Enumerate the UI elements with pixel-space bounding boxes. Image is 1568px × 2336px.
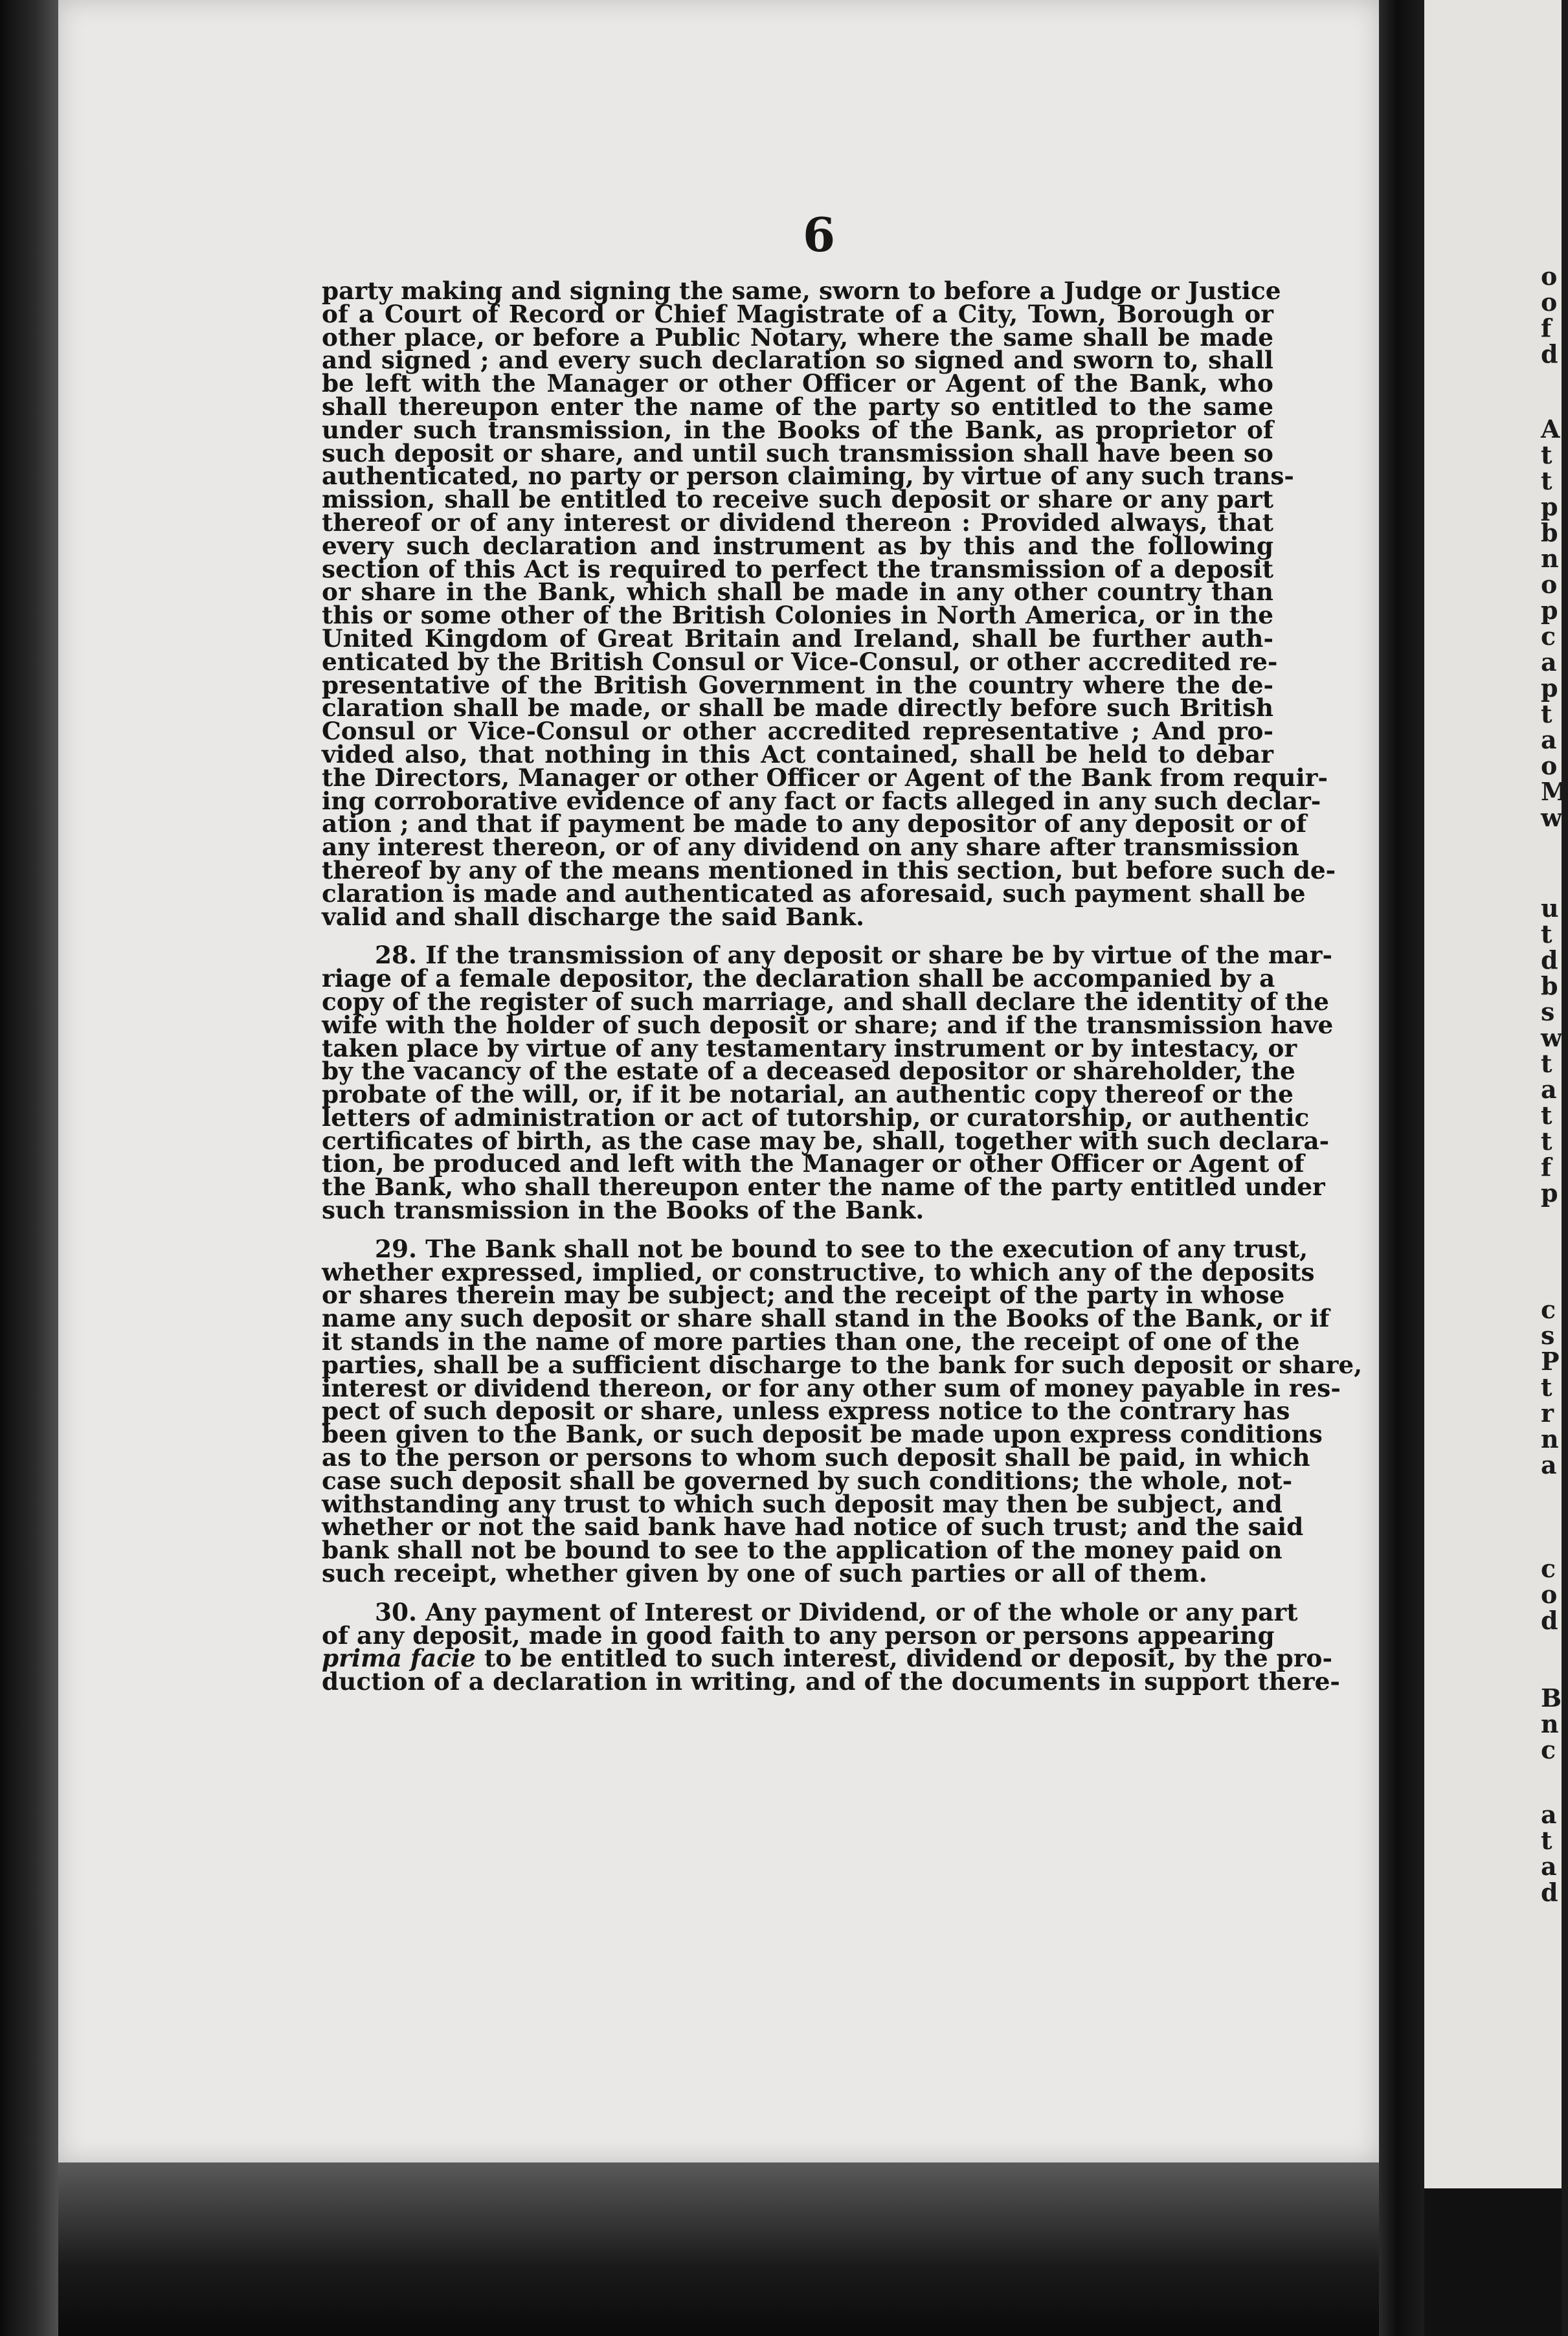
facing-page-fragment: a	[1541, 1800, 1557, 1829]
scan-left-edge	[0, 0, 58, 2336]
facing-page-fragment: o	[1541, 262, 1558, 291]
text-line: pect of such deposit or share, unless express notice to the contrary has	[322, 1397, 1290, 1426]
text-line: 29. The Bank shall not be bound to see to the execution of any trust,	[375, 1234, 1308, 1263]
text-line: case such deposit shall be governed by such conditions; the whole, not-	[322, 1466, 1293, 1495]
text-line: ing corroborative evidence of any fact or facts alleged in any such declar-	[322, 786, 1321, 815]
text-line: interest or dividend thereon, or for any other sum of money payable in res-	[322, 1373, 1341, 1402]
facing-page-fragment: b	[1541, 518, 1558, 547]
text-line: name any such deposit or share shall stand in the Books of the Bank, or if	[322, 1304, 1330, 1333]
page-number: 6	[803, 207, 836, 262]
text-line: and signed ; and every such declaration so signed and sworn to, shall	[322, 346, 1273, 375]
facing-page-fragment: f	[1541, 313, 1552, 343]
facing-page-fragment: o	[1541, 287, 1558, 317]
text-line: wife with the holder of such deposit or share; and if the transmission have	[322, 1010, 1334, 1039]
text-line: United Kingdom of Great Britain and Ireland, shall be further auth-	[322, 623, 1273, 653]
facing-page-fragment: p	[1541, 596, 1558, 625]
text-line: by the vacancy of the estate of a deceased depositor or shareholder, the	[322, 1057, 1295, 1086]
facing-page-fragment: t	[1541, 466, 1552, 495]
facing-page-fragment: d	[1541, 945, 1558, 974]
page-bottom-shadow	[58, 2162, 1379, 2336]
facing-page-fragment: n	[1541, 1424, 1559, 1454]
text-line: or share in the Bank, which shall be made in any other country than	[322, 578, 1273, 607]
text-line: riage of a female depositor, the declaration shall be accompanied by a	[322, 964, 1275, 993]
facing-page-fragment: s	[1541, 1321, 1555, 1350]
facing-page-fragment: a	[1541, 1450, 1557, 1479]
text-line: Consul or Vice-Consul or other accredited representative ; And pro-	[322, 717, 1273, 746]
book-gutter	[1379, 0, 1424, 2336]
facing-page-fragment: t	[1541, 440, 1552, 469]
text-line: whether or not the said bank have had notice of such trust; and the said	[322, 1512, 1304, 1542]
facing-page-fragment: o	[1541, 751, 1558, 780]
text-line: other place, or before a Public Notary, where the same shall be made	[322, 322, 1273, 352]
text-line: of any deposit, made in good faith to any person or persons appearing	[322, 1621, 1275, 1650]
facing-page-fragment: a	[1541, 1852, 1557, 1881]
text-line: certificates of birth, as the case may be, shall, together with such declara-	[322, 1126, 1330, 1155]
text-line: 28. If the transmission of any deposit or share be by virtue of the mar-	[375, 941, 1332, 970]
facing-page-fragment: t	[1541, 699, 1552, 728]
text-line: of a Court of Record or Chief Magistrate of a City, Town, Borough or	[322, 299, 1273, 328]
facing-page-fragment: M	[1541, 777, 1568, 806]
facing-page-fragment: t	[1541, 1373, 1552, 1402]
facing-page-fragment: w	[1541, 803, 1562, 832]
text-line: the Directors, Manager or other Officer or Agent of the Bank from requir-	[322, 763, 1328, 792]
text-line: vided also, that nothing in this Act contained, shall be held to debar	[322, 739, 1273, 769]
text-line: whether expressed, implied, or constructive, to which any of the deposits	[322, 1257, 1315, 1286]
text-line: this or some other of the British Colonies in North America, or in the	[322, 601, 1273, 630]
facing-page-fragment: P	[1541, 1347, 1560, 1376]
text-line: every such declaration and instrument as by this and the following	[322, 531, 1273, 560]
text-line: probate of the will, or, if it be notarial, an authentic copy thereof or the	[322, 1080, 1294, 1109]
text-line: presentative of the British Government in the country where the de-	[322, 670, 1273, 699]
paragraph-p-30	[322, 1597, 1340, 1696]
text-line: thereof or of any interest or dividend thereon : Provided always, that	[322, 508, 1273, 537]
facing-page-fragment: t	[1541, 1127, 1552, 1156]
text-line: prima facie to be entitled to such interest, dividend or deposit, by the pro-	[322, 1644, 1332, 1673]
facing-page-fragment: p	[1541, 492, 1558, 521]
text-line: tion, be produced and left with the Manager or other Officer or Agent of	[322, 1149, 1305, 1178]
text-line: valid and shall discharge the said Bank.	[322, 902, 865, 931]
text-line: it stands in the name of more parties than one, the receipt of one of the	[322, 1327, 1300, 1356]
facing-page-fragment: a	[1541, 725, 1557, 754]
paragraph-p-29	[322, 1234, 1363, 1588]
facing-page-fragment: c	[1541, 1554, 1556, 1583]
text-line: section of this Act is required to perfect the transmission of a deposit	[322, 554, 1273, 583]
text-line: such transmission in the Books of the Bank.	[322, 1196, 924, 1225]
text-line: thereof by any of the means mentioned in this section, but before such de-	[322, 855, 1336, 884]
text-line: such deposit or share, and until such transmission shall have been so	[322, 438, 1273, 467]
facing-page-fragment: a	[1541, 1075, 1557, 1104]
text-line: authenticated, no party or person claiming, by virtue of any such trans-	[322, 462, 1294, 491]
text-line: be left with the Manager or other Officer or Agent of the Bank, who	[322, 369, 1273, 398]
facing-page-fragment: p	[1541, 1178, 1558, 1207]
facing-page-fragment: t	[1541, 1101, 1552, 1130]
facing-page-fragment: d	[1541, 1606, 1558, 1635]
facing-page-fragment: u	[1541, 893, 1559, 923]
facing-page-fragment: c	[1541, 1735, 1556, 1764]
facing-page-fragment: o	[1541, 570, 1558, 599]
facing-page-fragment: B	[1541, 1683, 1562, 1713]
facing-page-fragment: c	[1541, 622, 1556, 651]
facing-page-fragment: o	[1541, 1580, 1558, 1609]
text-line: enticated by the British Consul or Vice-Consul, or other accredited re-	[322, 647, 1278, 676]
paragraph-p-continuation	[322, 276, 1336, 931]
text-line: under such transmission, in the Books of the Bank, as proprietor of	[322, 415, 1273, 444]
facing-page-fragment: a	[1541, 647, 1557, 677]
text-line: parties, shall be a sufficient discharge to the bank for such deposit or share,	[322, 1350, 1363, 1379]
text-line: the Bank, who shall thereupon enter the name of the party entitled under	[322, 1173, 1325, 1202]
facing-page-fragment: n	[1541, 1709, 1559, 1738]
text-line: or shares therein may be subject; and the receipt of the party in whose	[322, 1281, 1285, 1310]
facing-page-fragment: f	[1541, 1152, 1552, 1182]
text-line: shall thereupon enter the name of the party so entitled to the same	[322, 392, 1273, 421]
facing-page-fragment: w	[1541, 1023, 1562, 1052]
facing-page-fragment: s	[1541, 997, 1555, 1026]
text-line: claration shall be made, or shall be made directly before such British	[322, 693, 1273, 723]
facing-page-fragment: d	[1541, 339, 1558, 368]
text-line: claration is made and authenticated as aforesaid, such payment shall be	[322, 879, 1306, 908]
text-line: bank shall not be bound to see to the application of the money paid on	[322, 1536, 1282, 1565]
text-line: letters of administration or act of tutorship, or curatorship, or authentic	[322, 1103, 1310, 1132]
facing-page-fragment: b	[1541, 971, 1558, 1000]
paragraph-p-28	[322, 941, 1334, 1225]
text-line: such receipt, whether given by one of such parties or all of them.	[322, 1559, 1207, 1588]
facing-page-edge	[1424, 0, 1568, 2188]
text-line: taken place by virtue of any testamentary instrument or by intestacy, or	[322, 1033, 1297, 1062]
text-line: ation ; and that if payment be made to any depositor of any deposit or of	[322, 809, 1307, 838]
facing-page-fragment: d	[1541, 1878, 1558, 1907]
text-line: duction of a declaration in writing, and of the documents in support there-	[322, 1667, 1340, 1696]
text-line: 30. Any payment of Interest or Dividend, or of the whole or any part	[375, 1597, 1298, 1626]
text-line: any interest thereon, or of any dividend on any share after transmission	[322, 833, 1299, 862]
facing-page-fragment: A	[1541, 414, 1560, 444]
text-line: as to the person or persons to whom such deposit shall be paid, in which	[322, 1443, 1310, 1472]
text-line: mission, shall be entitled to receive such deposit or share or any part	[322, 485, 1273, 514]
facing-page-fragment: t	[1541, 1049, 1552, 1078]
facing-page-fragment: r	[1541, 1398, 1554, 1428]
text-line: copy of the register of such marriage, and shall declare the identity of the	[322, 987, 1329, 1016]
facing-page-fragment: c	[1541, 1295, 1556, 1324]
text-line: party making and signing the same, sworn to before a Judge or Justice	[322, 276, 1281, 305]
body-text	[322, 276, 1363, 1696]
text-line: withstanding any trust to which such deposit may then be subject, and	[322, 1489, 1282, 1518]
facing-page-fragment: n	[1541, 544, 1559, 573]
facing-page-fragment: t	[1541, 1826, 1552, 1855]
text-line: been given to the Bank, or such deposit be made upon express conditions	[322, 1420, 1323, 1449]
facing-page-fragment: p	[1541, 673, 1558, 702]
facing-page-fragment: t	[1541, 919, 1552, 949]
